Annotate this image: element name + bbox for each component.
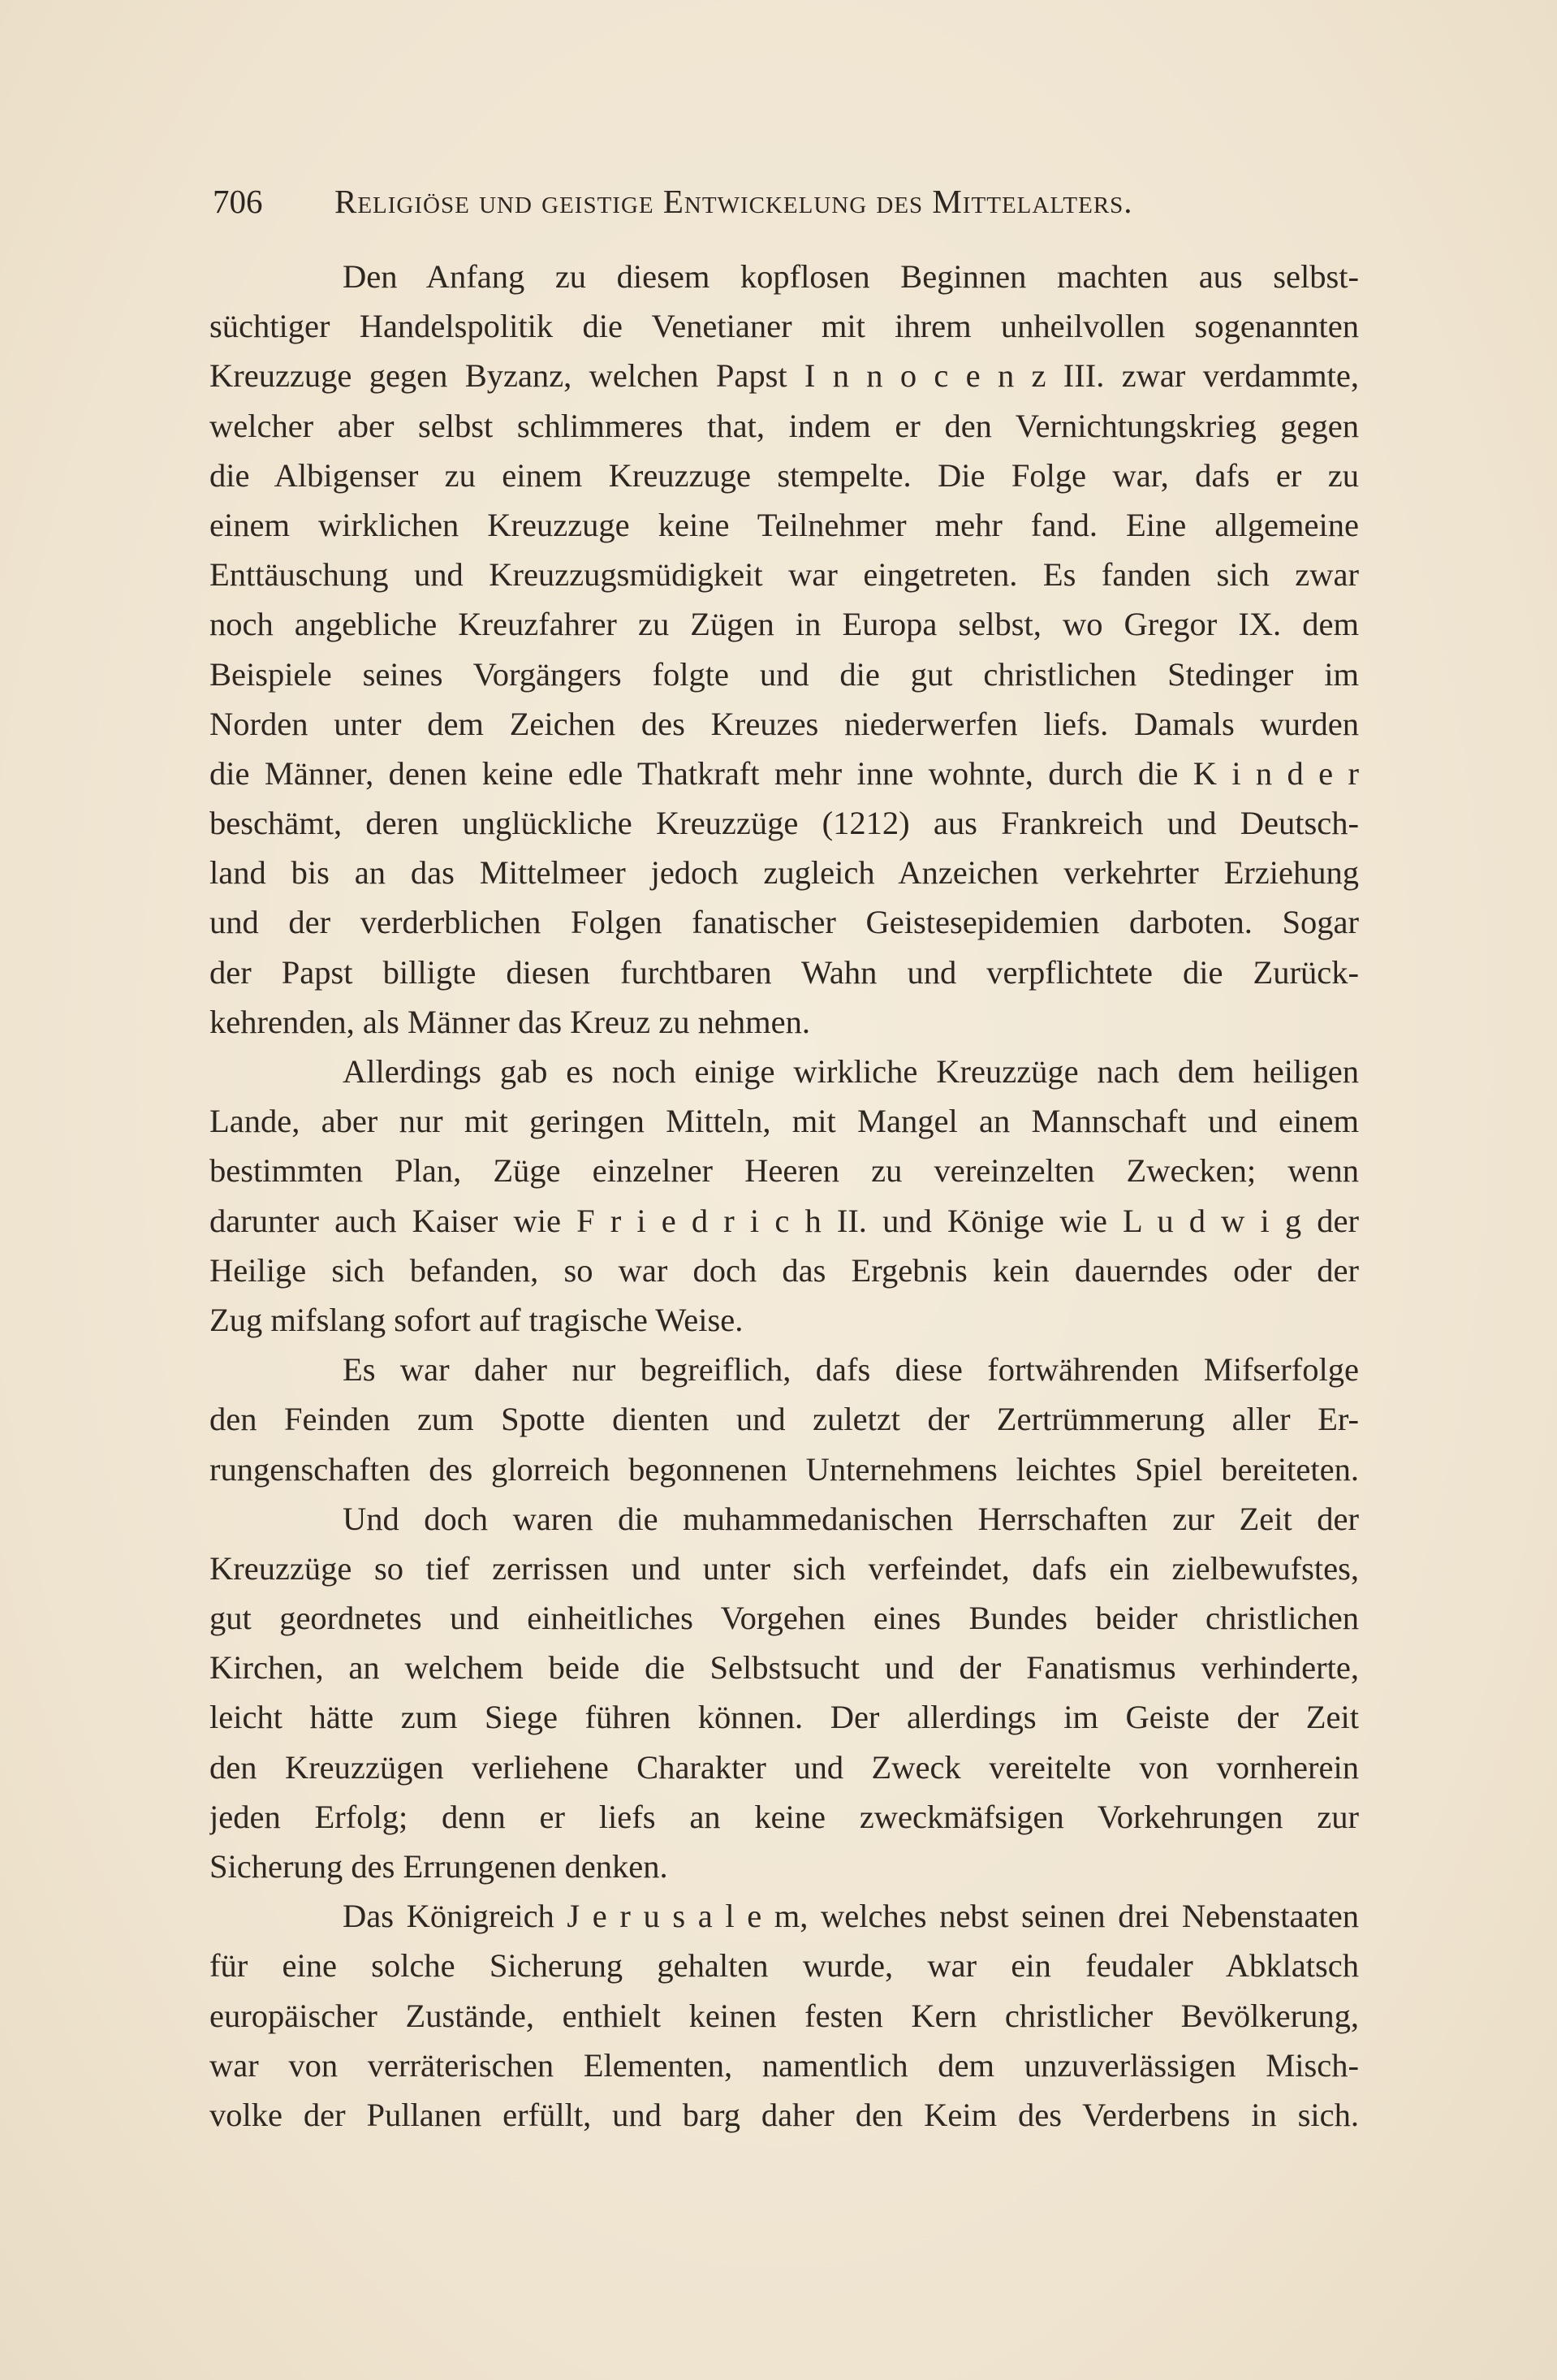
text-line: darunter auch Kaiser wie F r i e d r i c h II. und Könige wie L u d w i g der: [209, 1202, 1359, 1239]
text-line: volke der Pullanen erfüllt, und barg daher den Keim des Verderbens in sich.: [209, 2096, 1359, 2133]
text-line: Heilige sich befanden, so war doch das Ergebnis kein dauerndes oder der: [209, 1251, 1359, 1289]
text-line: beschämt, deren unglückliche Kreuzzüge (1212) aus Frankreich und Deutsch-: [209, 805, 1359, 842]
text-line: rungenschaften des glorreich begonnenen Unternehmens leichtes Spiel bereiteten.: [209, 1450, 1359, 1488]
text-line: Und doch waren die muhammedanischen Herrschaften zur Zeit der: [343, 1500, 1359, 1537]
text-line: Das Königreich J e r u s a l e m, welches nebst seinen drei Nebenstaaten: [343, 1898, 1359, 1935]
text-line: Beispiele seines Vorgängers folgte und die gut christlichen Stedinger im: [209, 655, 1359, 693]
text-line: jeden Erfolg; denn er liefs an keine zweckmäfsigen Vorkehrungen zur: [209, 1798, 1359, 1835]
text-line: Enttäuschung und Kreuzzugsmüdigkeit war eingetreten. Es fanden sich zwar: [209, 556, 1359, 594]
page-number: 706: [213, 183, 263, 220]
running-header: [213, 177, 1361, 226]
text-line: die Männer, denen keine edle Thatkraft mehr inne wohnte, durch die K i n d e r: [209, 754, 1359, 792]
text-line: land bis an das Mittelmeer jedoch zugleich Anzeichen verkehrter Erziehung: [209, 854, 1359, 892]
text-line: Kirchen, an welchem beide die Selbstsucht und der Fanatismus verhinderte,: [209, 1649, 1359, 1687]
running-title: Religiöse und geistige Entwickelung des Mittelalters.: [334, 183, 1133, 220]
text-line: den Kreuzzügen verliehene Charakter und Zweck vereitelte von vornherein: [209, 1748, 1359, 1786]
text-line: Es war daher nur begreiflich, dafs diese fortwährenden Mifserfolge: [343, 1351, 1359, 1389]
text-line: einem wirklichen Kreuzzuge keine Teilnehmer mehr fand. Eine allgemeine: [209, 506, 1359, 543]
text-line: Sicherung des Errungenen denken.: [209, 1848, 668, 1885]
text-line: für eine solche Sicherung gehalten wurde, war ein feudaler Abklatsch: [209, 1947, 1359, 1985]
text-line: Allerdings gab es noch einige wirkliche Kreuzzüge nach dem heiligen: [343, 1053, 1359, 1090]
text-line: noch angebliche Kreuzfahrer zu Zügen in Europa selbst, wo Gregor IX. dem: [209, 606, 1359, 643]
text-line: die Albigenser zu einem Kreuzzuge stempelte. Die Folge war, dafs er zu: [209, 456, 1359, 494]
body-text: [209, 252, 1359, 2140]
text-line: der Papst billigte diesen furchtbaren Wahn und verpflichtete die Zurück-: [209, 953, 1359, 991]
text-line: europäischer Zustände, enthielt keinen festen Kern christlicher Bevölkerung,: [209, 1997, 1359, 2034]
text-line: Zug mifslang sofort auf tragische Weise.: [209, 1301, 744, 1338]
text-line: kehrenden, als Männer das Kreuz zu nehmen.: [209, 1003, 810, 1040]
text-line: Den Anfang zu diesem kopflosen Beginnen machten aus selbst-: [343, 258, 1359, 295]
text-line: Lande, aber nur mit geringen Mitteln, mit Mangel an Mannschaft und einem: [209, 1103, 1359, 1140]
text-line: bestimmten Plan, Züge einzelner Heeren zu vereinzelten Zwecken; wenn: [209, 1152, 1359, 1190]
text-line: war von verräterischen Elementen, namentlich dem unzuverlässigen Misch-: [209, 2046, 1359, 2084]
text-line: süchtiger Handelspolitik die Venetianer mit ihrem unheilvollen sogenannten: [209, 308, 1359, 345]
text-line: den Feinden zum Spotte dienten und zuletzt der Zertrümmerung aller Er-: [209, 1401, 1359, 1438]
text-line: Norden unter dem Zeichen des Kreuzes niederwerfen liefs. Damals wurden: [209, 705, 1359, 742]
text-line: Kreuzzuge gegen Byzanz, welchen Papst I n n o c e n z III. zwar verdammte,: [209, 357, 1359, 395]
text-line: Kreuzzüge so tief zerrissen und unter sich verfeindet, dafs ein zielbewufstes,: [209, 1549, 1359, 1587]
text-line: welcher aber selbst schlimmeres that, indem er den Vernichtungskrieg gegen: [209, 407, 1359, 444]
text-line: leicht hätte zum Siege führen können. Der allerdings im Geiste der Zeit: [209, 1699, 1359, 1736]
text-line: gut geordnetes und einheitliches Vorgehen eines Bundes beider christlichen: [209, 1600, 1359, 1637]
text-line: und der verderblichen Folgen fanatischer Geistesepidemien darboten. Sogar: [209, 904, 1359, 941]
